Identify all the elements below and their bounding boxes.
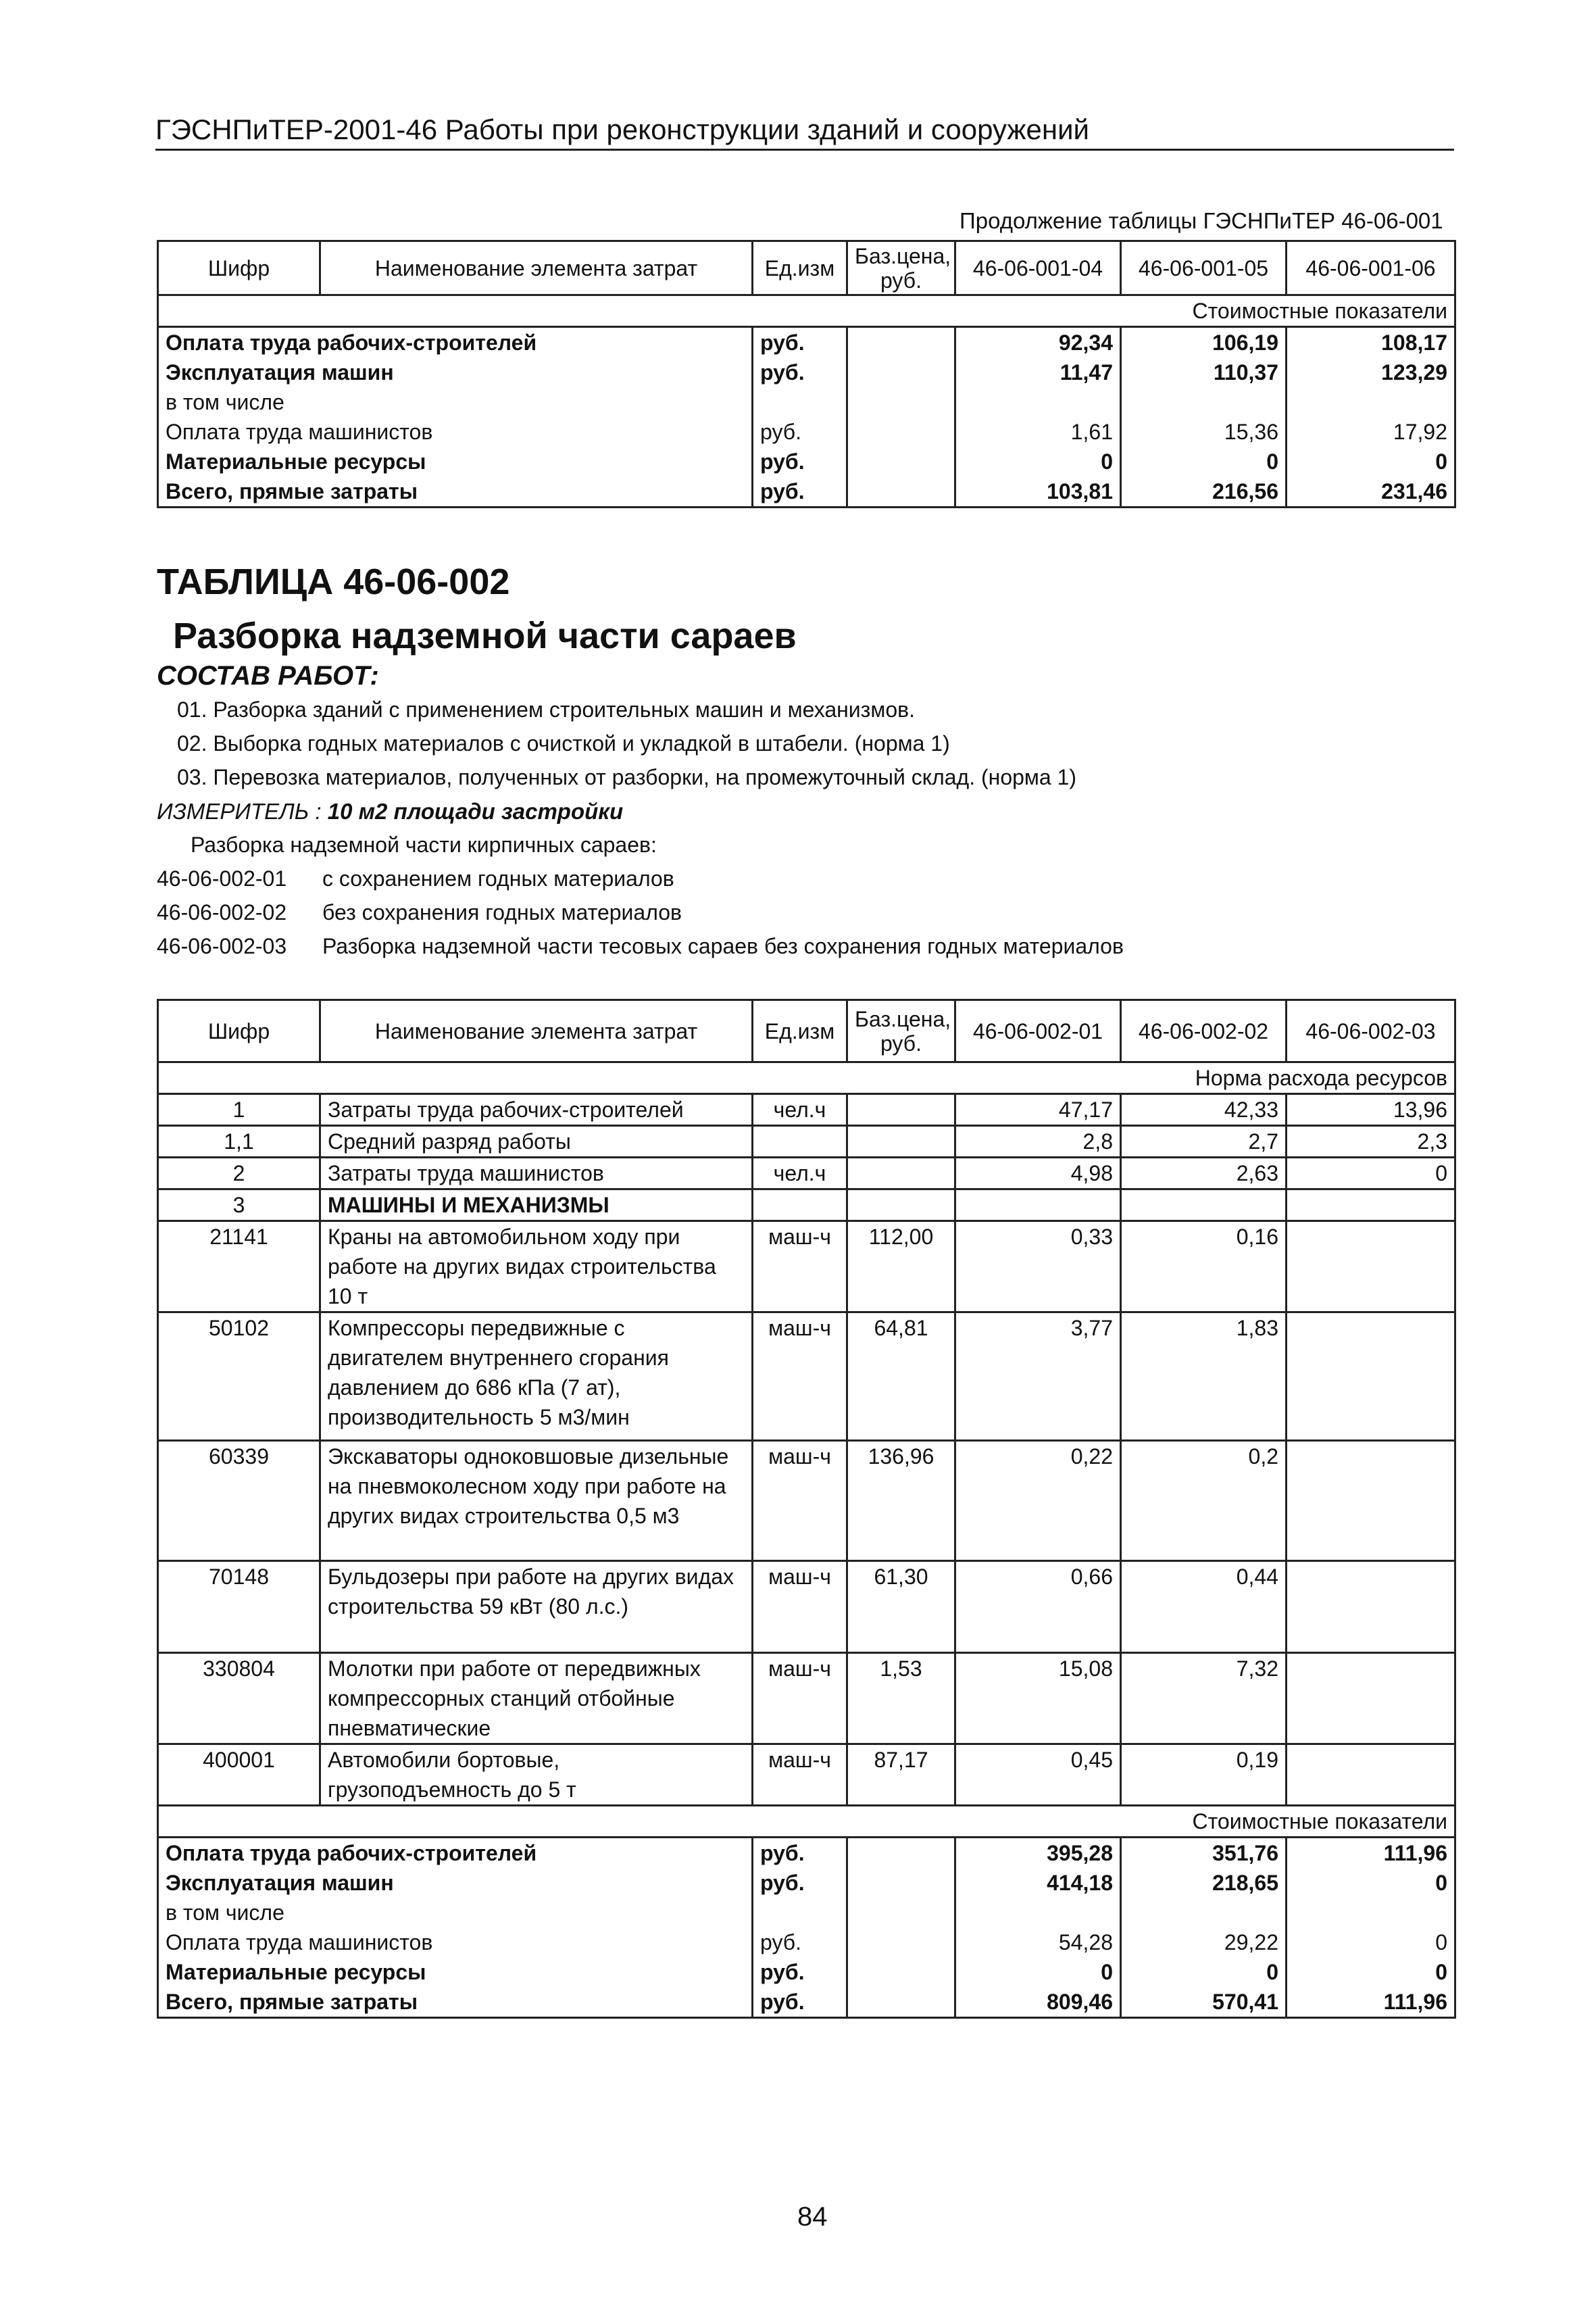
work-composition-heading: СОСТАВ РАБОТ: (157, 661, 379, 691)
work-item: 01. Разборка зданий с применением строительных машин и механизмов. (177, 697, 916, 722)
row-label: Всего, прямые затраты (158, 476, 753, 508)
row-label: Эксплуатация машин (158, 358, 753, 387)
cell-name: Краны на автомобильном ходу при работе на других видах строительства 10 т (320, 1221, 753, 1312)
cell-price (847, 1126, 955, 1158)
cell-price (847, 1189, 955, 1221)
table-row (158, 1744, 1455, 1806)
row-unit: руб. (753, 1957, 847, 1987)
table-row (158, 1312, 1455, 1441)
col-code-2: 46-06-001-05 (1121, 241, 1287, 295)
col-code-1: 46-06-002-01 (955, 1000, 1121, 1062)
table-row (158, 1653, 1455, 1744)
cell-value: 0,44 (1121, 1561, 1287, 1653)
page-header: ГЭСНПиТЕР-2001-46 Работы при реконструкции зданий и сооружений (155, 114, 1454, 151)
cell-price: 1,53 (847, 1653, 955, 1744)
row-value: 351,76 (1121, 1838, 1287, 1869)
row-value: 29,22 (1121, 1927, 1287, 1957)
row-value: 17,92 (1287, 417, 1455, 447)
cell-value (955, 1189, 1121, 1221)
row-price-empty (847, 1957, 955, 1987)
cost-row (158, 1987, 1455, 2018)
cell-price: 87,17 (847, 1744, 955, 1806)
code: 46-06-002-02 (157, 900, 287, 925)
row-value: 92,34 (955, 327, 1121, 358)
row-price-empty (847, 1927, 955, 1957)
row-value: 15,36 (1121, 417, 1287, 447)
col-price: Баз.цена, руб. (847, 241, 955, 295)
cell-value: 15,08 (955, 1653, 1121, 1744)
cell-unit: маш-ч (753, 1744, 847, 1806)
row-unit: руб. (753, 1987, 847, 2018)
table-row (158, 1126, 1455, 1158)
code-desc: Разборка надземной части тесовых сараев без сохранения годных материалов (322, 934, 1124, 958)
cell-value: 13,96 (1287, 1094, 1455, 1126)
table-row (158, 1221, 1455, 1312)
code-desc: с сохранением годных материалов (322, 866, 674, 891)
row-label: Материальные ресурсы (158, 447, 753, 476)
row-unit: руб. (753, 447, 847, 476)
code-line (157, 900, 682, 925)
col-shifr: Шифр (158, 1000, 320, 1062)
row-label: в том числе (158, 387, 753, 417)
row-value: 106,19 (1121, 327, 1287, 358)
code: 46-06-002-01 (157, 866, 287, 891)
row-value: 231,46 (1287, 476, 1455, 508)
row-value: 0 (1121, 1957, 1287, 1987)
cell-name: Средний разряд работы (320, 1126, 753, 1158)
row-label: Эксплуатация машин (158, 1868, 753, 1898)
cell-value: 42,33 (1121, 1094, 1287, 1126)
code-line (157, 934, 1124, 959)
cell-unit: чел.ч (753, 1094, 847, 1126)
band-cost: Стоимостные показатели (158, 1806, 1455, 1838)
row-value: 0 (955, 1957, 1121, 1987)
row-value: 570,41 (1121, 1987, 1287, 2018)
row-value: 103,81 (955, 476, 1121, 508)
table-row (158, 1189, 1455, 1221)
band-norms: Норма расхода ресурсов (158, 1062, 1455, 1094)
cell-name: Затраты труда рабочих-строителей (320, 1094, 753, 1126)
cell-value: 2,3 (1287, 1126, 1455, 1158)
cell-value (1287, 1744, 1455, 1806)
row-value: 111,96 (1287, 1838, 1455, 1869)
row-value (1287, 1898, 1455, 1927)
row-value: 414,18 (955, 1868, 1121, 1898)
row-price-empty (847, 1987, 955, 2018)
row-value: 0 (955, 447, 1121, 476)
cell-value (1287, 1561, 1455, 1653)
cell-value (1287, 1441, 1455, 1561)
table-row (158, 1441, 1455, 1561)
row-value: 0 (1287, 447, 1455, 476)
cell-unit: маш-ч (753, 1312, 847, 1441)
cell-value (1287, 1189, 1455, 1221)
meter-value: 10 м2 площади застройки (327, 799, 624, 824)
row-unit: руб. (753, 1868, 847, 1898)
code-line (157, 866, 674, 891)
row-value: 111,96 (1287, 1987, 1455, 2018)
cell-price (847, 1094, 955, 1126)
row-label: Оплата труда рабочих-строителей (158, 1838, 753, 1869)
cell-shifr: 1,1 (158, 1126, 320, 1158)
meter-line (157, 799, 623, 824)
col-code-2: 46-06-002-02 (1121, 1000, 1287, 1062)
cell-price: 61,30 (847, 1561, 955, 1653)
row-value: 0 (1287, 1927, 1455, 1957)
cell-value: 0,33 (955, 1221, 1121, 1312)
cell-value (1121, 1189, 1287, 1221)
page-number: 84 (797, 2202, 828, 2232)
cell-name: Экскаваторы одноковшовые дизельные на пневмоколесном ходу при работе на других видах строительства 0,5 м3 (320, 1441, 753, 1561)
row-value: 108,17 (1287, 327, 1455, 358)
row-price-empty (847, 1838, 955, 1869)
cell-value (1287, 1221, 1455, 1312)
table-46-06-002 (157, 999, 1456, 2019)
cell-value: 2,63 (1121, 1158, 1287, 1189)
cell-value: 47,17 (955, 1094, 1121, 1126)
cell-name: Молотки при работе от передвижных компрессорных станций отбойные пневматические (320, 1653, 753, 1744)
row-value: 218,65 (1121, 1868, 1287, 1898)
cell-value: 1,83 (1121, 1312, 1287, 1441)
cell-shifr: 2 (158, 1158, 320, 1189)
intro-text: Разборка надземной части кирпичных сараев: (191, 833, 657, 857)
table-subtitle: Разборка надземной части сараев (173, 616, 797, 656)
cost-row (158, 1927, 1455, 1957)
cell-value: 0,66 (955, 1561, 1121, 1653)
cell-name: МАШИНЫ И МЕХАНИЗМЫ (320, 1189, 753, 1221)
row-value: 0 (1121, 447, 1287, 476)
col-code-3: 46-06-002-03 (1287, 1000, 1455, 1062)
row-label: в том числе (158, 1898, 753, 1927)
col-name: Наименование элемента затрат (320, 241, 753, 295)
row-unit: руб. (753, 476, 847, 508)
cell-unit: маш-ч (753, 1653, 847, 1744)
row-value: 1,61 (955, 417, 1121, 447)
col-code-3: 46-06-001-06 (1287, 241, 1455, 295)
cell-value: 0,16 (1121, 1221, 1287, 1312)
row-label: Материальные ресурсы (158, 1957, 753, 1987)
table-row (158, 1158, 1455, 1189)
row-price-empty (847, 1898, 955, 1927)
row-unit: руб. (753, 417, 847, 447)
row-unit: руб. (753, 327, 847, 358)
row-value: 0 (1287, 1868, 1455, 1898)
col-unit: Ед.изм (753, 1000, 847, 1062)
cell-unit: чел.ч (753, 1158, 847, 1189)
row-unit (753, 1898, 847, 1927)
cell-value: 2,8 (955, 1126, 1121, 1158)
cell-name: Компрессоры передвижные с двигателем внутреннего сгорания давлением до 686 кПа (7 ат), производительность 5 м3/мин (320, 1312, 753, 1441)
col-code-1: 46-06-001-04 (955, 241, 1121, 295)
cell-unit: маш-ч (753, 1221, 847, 1312)
row-value: 11,47 (955, 358, 1121, 387)
cell-value: 0,2 (1121, 1441, 1287, 1561)
cell-price: 112,00 (847, 1221, 955, 1312)
cell-value: 4,98 (955, 1158, 1121, 1189)
continuation-caption: Продолжение таблицы ГЭСНПиТЕР 46-06-001 (959, 208, 1443, 233)
row-value (955, 1898, 1121, 1927)
cell-value: 7,32 (1121, 1653, 1287, 1744)
cell-value: 0,22 (955, 1441, 1121, 1561)
row-unit: руб. (753, 1927, 847, 1957)
cost-row (158, 1957, 1455, 1987)
table-row (158, 1561, 1455, 1653)
cell-shifr: 1 (158, 1094, 320, 1126)
table-title: ТАБЛИЦА 46-06-002 (157, 562, 510, 602)
row-unit: руб. (753, 1838, 847, 1869)
cell-shifr: 330804 (158, 1653, 320, 1744)
row-unit: руб. (753, 358, 847, 387)
row-value: 123,29 (1287, 358, 1455, 387)
code-desc: без сохранения годных материалов (322, 900, 682, 925)
col-name: Наименование элемента затрат (320, 1000, 753, 1062)
col-unit: Ед.изм (753, 241, 847, 295)
cell-name: Автомобили бортовые, грузоподъемность до 5 т (320, 1744, 753, 1806)
cell-value: 0,45 (955, 1744, 1121, 1806)
row-value (1121, 1898, 1287, 1927)
row-price-empty (847, 1868, 955, 1898)
table-46-06-001-continuation (157, 240, 1456, 508)
band-cost: Стоимостные показатели (158, 295, 1455, 327)
cost-row (158, 1868, 1455, 1898)
row-value: 216,56 (1121, 476, 1287, 508)
col-price: Баз.цена, руб. (847, 1000, 955, 1062)
cost-row (158, 1838, 1455, 1869)
code: 46-06-002-03 (157, 934, 287, 958)
cell-name: Бульдозеры при работе на других видах строительства 59 кВт (80 л.с.) (320, 1561, 753, 1653)
row-label: Оплата труда машинистов (158, 417, 753, 447)
cell-shifr: 70148 (158, 1561, 320, 1653)
row-label: Всего, прямые затраты (158, 1987, 753, 2018)
cell-unit: маш-ч (753, 1441, 847, 1561)
table-row (158, 1094, 1455, 1126)
cell-value: 2,7 (1121, 1126, 1287, 1158)
cell-unit (753, 1189, 847, 1221)
cell-value (1287, 1312, 1455, 1441)
row-value: 809,46 (955, 1987, 1121, 2018)
meter-label: ИЗМЕРИТЕЛЬ : (157, 799, 322, 824)
cell-price: 136,96 (847, 1441, 955, 1561)
cost-row (158, 1898, 1455, 1927)
cell-name: Затраты труда машинистов (320, 1158, 753, 1189)
cell-value: 3,77 (955, 1312, 1121, 1441)
cell-value (1287, 1653, 1455, 1744)
row-value: 54,28 (955, 1927, 1121, 1957)
row-value: 0 (1287, 1957, 1455, 1987)
cell-shifr: 50102 (158, 1312, 320, 1441)
row-value: 110,37 (1121, 358, 1287, 387)
cell-value: 0 (1287, 1158, 1455, 1189)
cell-unit (753, 1126, 847, 1158)
cell-shifr: 400001 (158, 1744, 320, 1806)
cell-shifr: 21141 (158, 1221, 320, 1312)
cell-shifr: 60339 (158, 1441, 320, 1561)
cell-unit: маш-ч (753, 1561, 847, 1653)
col-shifr: Шифр (158, 241, 320, 295)
work-item: 02. Выборка годных материалов с очисткой и укладкой в штабели. (норма 1) (177, 731, 950, 756)
row-value: 395,28 (955, 1838, 1121, 1869)
cell-shifr: 3 (158, 1189, 320, 1221)
work-item: 03. Перевозка материалов, полученных от разборки, на промежуточный склад. (норма 1) (177, 765, 1077, 789)
cell-price (847, 1158, 955, 1189)
row-label: Оплата труда рабочих-строителей (158, 327, 753, 358)
cell-price: 64,81 (847, 1312, 955, 1441)
cell-value: 0,19 (1121, 1744, 1287, 1806)
row-label: Оплата труда машинистов (158, 1927, 753, 1957)
